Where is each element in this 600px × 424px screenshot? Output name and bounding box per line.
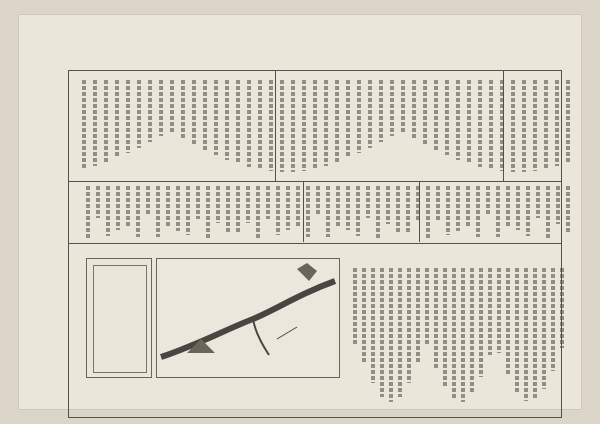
text-column-placeholder <box>566 186 570 233</box>
publisher-seal-box <box>86 258 152 378</box>
route-map <box>156 258 340 378</box>
bottom-tier <box>68 0 562 424</box>
direction-arrow <box>277 327 297 339</box>
river-path <box>161 281 335 357</box>
article-block <box>350 258 558 376</box>
mountain-icon <box>297 263 317 281</box>
text-column-placeholder <box>566 80 570 162</box>
road-path <box>253 319 269 355</box>
route-map-drawing <box>157 259 339 377</box>
publisher-seal-frame <box>93 265 147 373</box>
